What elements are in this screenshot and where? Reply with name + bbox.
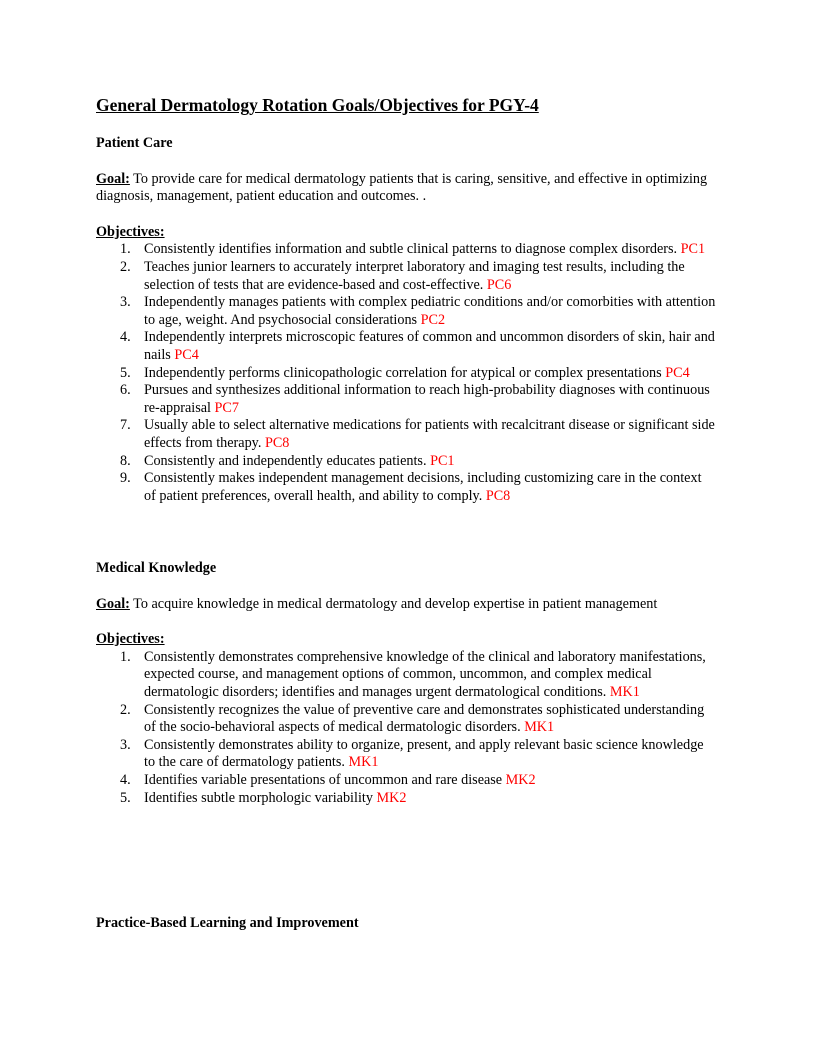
goal-text: To provide care for medical dermatology patients that is caring, sensitive, and effective in optimizing diagnosis, management, patient education and outcomes. . bbox=[96, 170, 708, 205]
item-text: Consistently demonstrates ability to organize, present, and apply relevant basic science knowledge to the care of dermatology patients. bbox=[144, 736, 704, 771]
list-item bbox=[96, 772, 716, 790]
competency-code: MK1 bbox=[524, 719, 555, 736]
item-number: 4. bbox=[120, 771, 131, 788]
list-item bbox=[96, 241, 716, 259]
medical-knowledge-objectives-list bbox=[96, 649, 720, 807]
objectives-label: Objectives: bbox=[96, 223, 165, 240]
item-text: Usually able to select alternative medications for patients with recalcitrant disease or significant side effects from therapy. bbox=[144, 417, 715, 451]
objectives-label: Objectives: bbox=[96, 631, 165, 648]
patient-care-objectives-list bbox=[96, 241, 720, 505]
item-number: 7. bbox=[120, 417, 131, 434]
section-heading-practice-based: Practice-Based Learning and Improvement bbox=[96, 915, 359, 931]
list-item bbox=[96, 453, 716, 471]
practice-based-section bbox=[96, 915, 720, 933]
competency-code: PC7 bbox=[214, 399, 239, 416]
item-number: 1. bbox=[120, 241, 131, 258]
list-item bbox=[96, 329, 716, 364]
item-number: 5. bbox=[120, 789, 131, 806]
goal-label: Goal: bbox=[96, 595, 130, 612]
patient-care-goal bbox=[96, 171, 718, 206]
section-heading-patient-care: Patient Care bbox=[96, 135, 173, 151]
item-number: 3. bbox=[120, 736, 131, 753]
list-item bbox=[96, 365, 716, 383]
list-item bbox=[96, 382, 716, 417]
item-text: Consistently makes independent management decisions, including customizing care in the context of patient preferences, overall health, and ability to comply. bbox=[144, 470, 702, 504]
item-text: Consistently identifies information and subtle clinical patterns to diagnose complex disorders. bbox=[144, 241, 681, 258]
list-item bbox=[96, 737, 716, 772]
list-item bbox=[96, 294, 716, 329]
list-item bbox=[96, 259, 716, 294]
competency-code: PC1 bbox=[430, 452, 455, 469]
competency-code: PC8 bbox=[485, 487, 511, 504]
competency-code: PC1 bbox=[680, 241, 706, 258]
item-text: Consistently recognizes the value of preventive care and demonstrates sophisticated understanding of the socio-behavioral aspects of medical dermatologic disorders. bbox=[144, 701, 705, 736]
list-item bbox=[96, 417, 716, 452]
item-number: 6. bbox=[120, 382, 131, 399]
item-text: Independently performs clinicopathologic correlation for atypical or complex presentations bbox=[144, 364, 666, 381]
list-item bbox=[96, 790, 716, 808]
section-heading-medical-knowledge: Medical Knowledge bbox=[96, 560, 217, 576]
competency-code: PC6 bbox=[486, 276, 512, 293]
item-text: Independently manages patients with complex pediatric conditions and/or comorbities with attention to age, weight. And psychosocial considerations bbox=[144, 294, 716, 328]
list-item bbox=[96, 470, 716, 505]
competency-code: PC2 bbox=[420, 311, 446, 328]
item-number: 2. bbox=[120, 258, 131, 275]
item-text: Consistently demonstrates comprehensive knowledge of the clinical and laboratory manifestations, expected course, and management options of common, uncommon, and complex medical dermatologic disorders; identifies and manages urgent dermatological conditions. bbox=[144, 648, 706, 700]
item-number: 5. bbox=[120, 364, 131, 381]
item-number: 1. bbox=[120, 648, 131, 665]
item-number: 2. bbox=[120, 701, 131, 718]
competency-code: MK2 bbox=[505, 771, 536, 788]
item-text: Teaches junior learners to accurately interpret laboratory and imaging test results, including the selection of tests that are evidence-based and cost-effective. bbox=[144, 258, 685, 293]
goal-label: Goal: bbox=[96, 170, 130, 187]
item-number: 3. bbox=[120, 294, 131, 311]
item-text: Identifies subtle morphologic variability bbox=[144, 789, 377, 806]
item-number: 9. bbox=[120, 470, 131, 487]
item-text: Consistently and independently educates patients. bbox=[144, 452, 431, 469]
list-item bbox=[96, 702, 716, 737]
competency-code: MK1 bbox=[348, 754, 379, 771]
list-item bbox=[96, 649, 716, 702]
item-number: 8. bbox=[120, 452, 131, 469]
goal-text: To acquire knowledge in medical dermatology and develop expertise in patient management bbox=[129, 595, 658, 612]
competency-code: PC4 bbox=[174, 346, 199, 363]
document-title: General Dermatology Rotation Goals/Objectives for PGY-4 bbox=[96, 95, 539, 115]
item-text: Pursues and synthesizes additional information to reach high-probability diagnoses with continuous re-appraisal bbox=[144, 382, 710, 416]
medical-knowledge-section bbox=[96, 560, 720, 807]
patient-care-section bbox=[96, 135, 720, 505]
competency-code: PC4 bbox=[665, 364, 690, 381]
item-text: Identifies variable presentations of uncommon and rare disease bbox=[144, 771, 506, 788]
item-text: Independently interprets microscopic features of common and uncommon disorders of skin, hair and nails bbox=[144, 329, 715, 363]
medical-knowledge-goal bbox=[96, 596, 718, 614]
item-number: 4. bbox=[120, 329, 131, 346]
competency-code: MK1 bbox=[609, 683, 640, 700]
competency-code: PC8 bbox=[264, 434, 290, 451]
competency-code: MK2 bbox=[376, 789, 407, 806]
